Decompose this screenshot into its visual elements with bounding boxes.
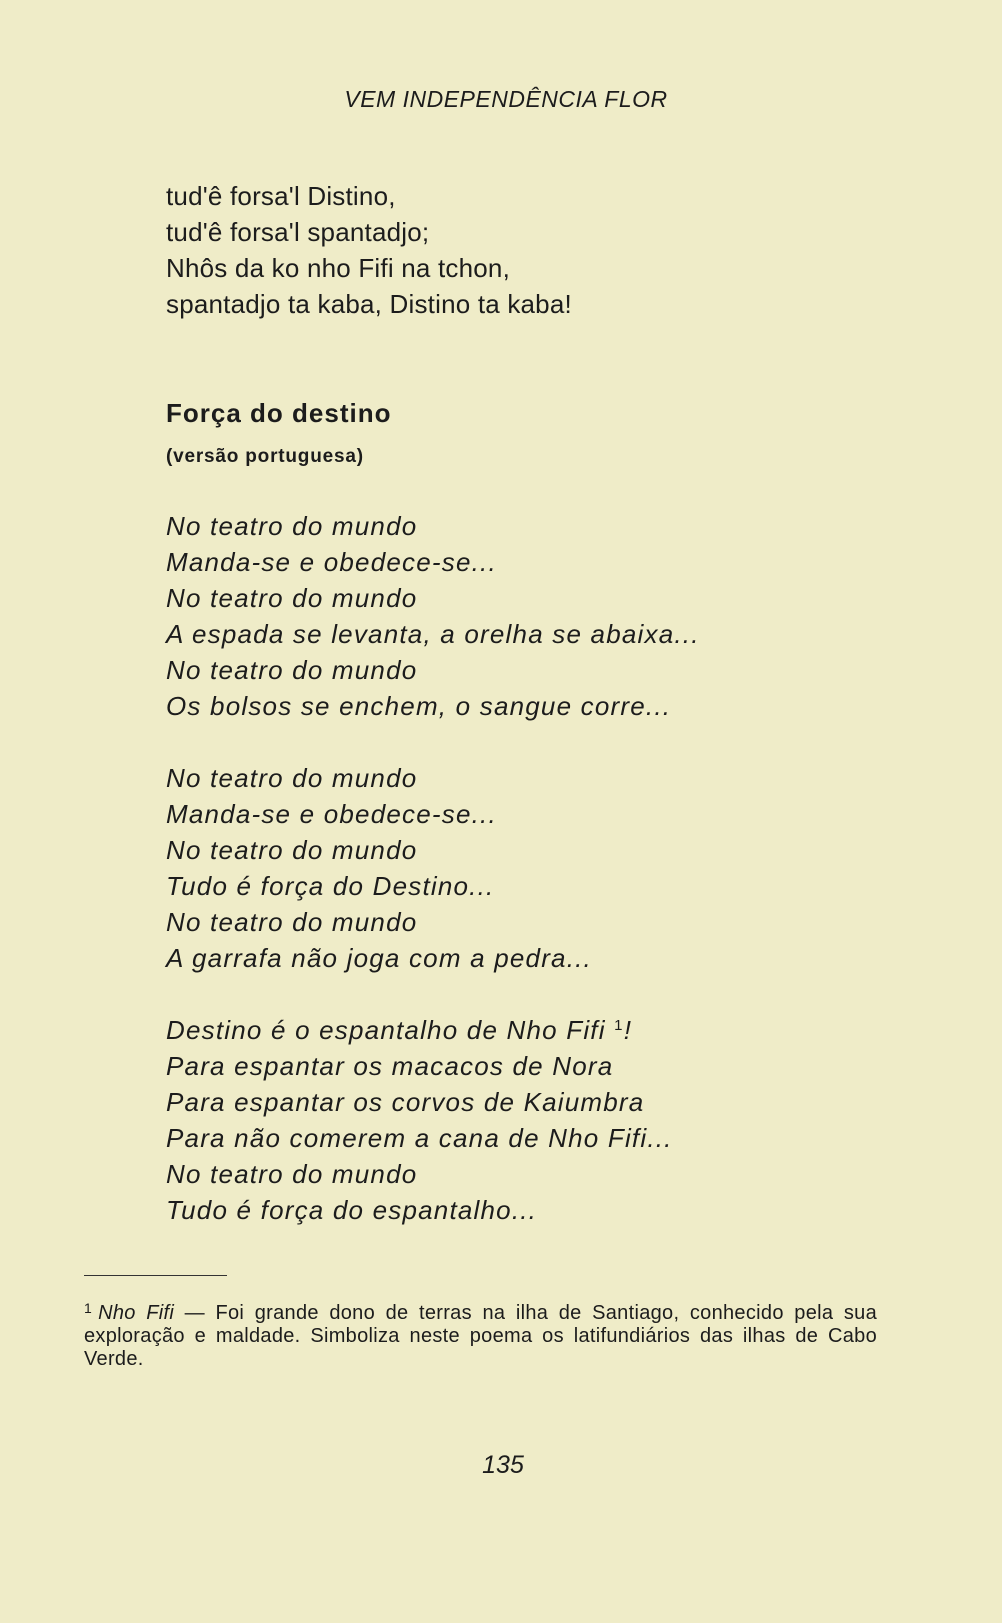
poem-line: A espada se levanta, a orelha se abaixa...	[166, 619, 700, 649]
poem-line: No teatro do mundo	[166, 511, 418, 541]
poem-line-punctuation: !	[623, 1015, 633, 1045]
poem-line-text: Destino é o espantalho de Nho Fifi	[166, 1015, 606, 1045]
poem-title: Força do destino	[166, 398, 392, 428]
poem-line: No teatro do mundo	[166, 835, 418, 865]
poem-line: tud'ê forsa'l spantadjo;	[166, 217, 430, 247]
poem-line: spantadjo ta kaba, Distino ta kaba!	[166, 289, 572, 319]
poem-stanza-1	[166, 508, 700, 724]
running-head: VEM INDEPENDÊNCIA FLOR	[344, 86, 668, 112]
poem-line: A garrafa não joga com a pedra...	[166, 943, 592, 973]
poem-stanza-2	[166, 760, 592, 976]
footnote-marker: 1	[84, 1300, 93, 1316]
footnote-term: Nho Fifi	[98, 1302, 175, 1324]
poem-line: Para não comerem a cana de Nho Fifi...	[166, 1123, 673, 1153]
page-number: 135	[482, 1451, 524, 1479]
poem-line: No teatro do mundo	[166, 1159, 418, 1189]
footnote-divider	[84, 1275, 227, 1276]
poem-line: No teatro do mundo	[166, 583, 418, 613]
poem-line: Para espantar os macacos de Nora	[166, 1051, 614, 1081]
poem-subtitle: (versão portuguesa)	[166, 446, 364, 467]
footnote	[84, 1302, 877, 1371]
footnote-text: — Foi grande dono de terras na ilha de Santiago, conhecido pela sua exploração e maldade. Simboliza neste poema os latifundiários das ilhas de Cabo Verde.	[84, 1302, 877, 1370]
poem-line: No teatro do mundo	[166, 655, 418, 685]
poem-line: No teatro do mundo	[166, 907, 418, 937]
poem-line: tud'ê forsa'l Distino,	[166, 181, 396, 211]
poem-stanza-3	[166, 1012, 673, 1228]
poem-line: Para espantar os corvos de Kaiumbra	[166, 1087, 645, 1117]
poem-line: Os bolsos se enchem, o sangue corre...	[166, 691, 672, 721]
poem-line: Manda-se e obedece-se...	[166, 799, 497, 829]
poem-line: Tudo é força do Destino...	[166, 871, 495, 901]
poem-line: Tudo é força do espantalho...	[166, 1195, 538, 1225]
footnote-reference: 1	[614, 1017, 624, 1034]
creole-stanza	[166, 178, 572, 322]
poem-line: Nhôs da ko nho Fifi na tchon,	[166, 253, 511, 283]
poem-line-with-note	[166, 1012, 673, 1048]
poem-line: Manda-se e obedece-se...	[166, 547, 497, 577]
poem-line: No teatro do mundo	[166, 763, 418, 793]
